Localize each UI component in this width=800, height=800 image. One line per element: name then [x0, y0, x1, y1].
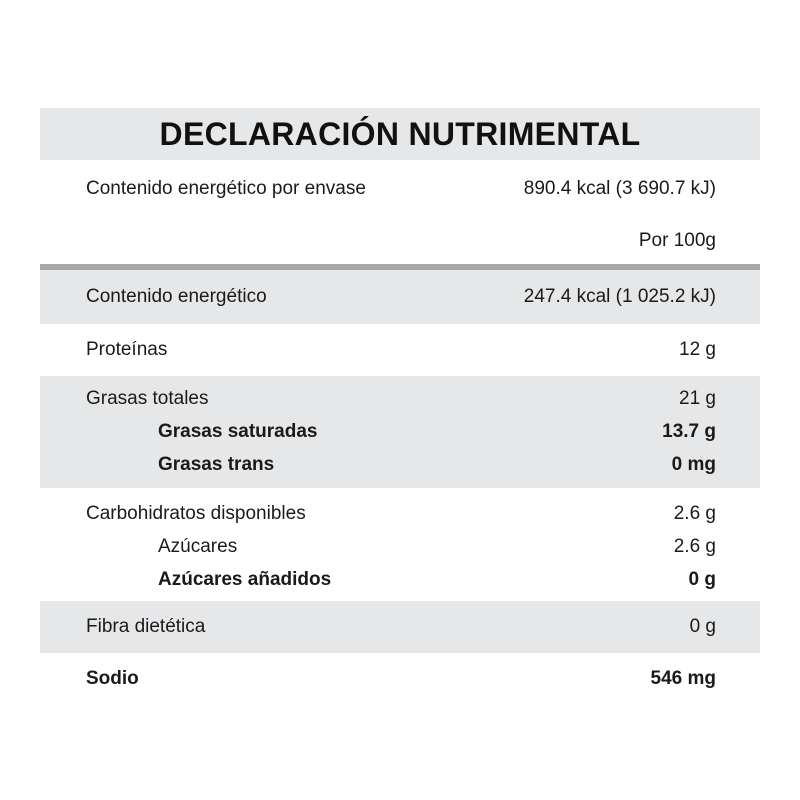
- added-sugars-label: Azúcares añadidos: [158, 568, 332, 590]
- fiber-value: 0 g: [689, 615, 716, 637]
- sodium-value: 546 mg: [650, 667, 716, 689]
- per-package-line: [86, 172, 716, 205]
- fat-total-value: 21 g: [679, 387, 716, 409]
- sodium-label: Sodio: [86, 667, 139, 689]
- fat-saturated-line: [86, 415, 716, 448]
- protein-value: 12 g: [679, 338, 716, 360]
- fat-total-label: Grasas totales: [86, 387, 209, 409]
- fiber-row: [40, 601, 760, 653]
- fiber-label: Fibra dietética: [86, 615, 206, 637]
- nutrition-facts-panel: [40, 108, 760, 707]
- added-sugars-value: 0 g: [688, 568, 716, 590]
- fats-group: [40, 376, 760, 488]
- sugars-value: 2.6 g: [673, 535, 716, 557]
- energy-label: Contenido energético: [86, 285, 267, 307]
- fat-trans-line: [86, 448, 716, 481]
- carbs-line: [86, 497, 716, 530]
- panel-title: DECLARACIÓN NUTRIMENTAL: [40, 108, 760, 160]
- fat-saturated-value: 13.7 g: [662, 420, 716, 442]
- per-package-value: 890.4 kcal (3 690.7 kJ): [523, 177, 716, 199]
- energy-row: [40, 270, 760, 324]
- per-100g-label: Por 100g: [638, 229, 716, 251]
- added-sugars-line: [86, 563, 716, 596]
- carbs-value: 2.6 g: [673, 502, 716, 524]
- carbs-label: Carbohidratos disponibles: [86, 502, 306, 524]
- sodium-row: [40, 653, 760, 707]
- protein-row: [40, 324, 760, 376]
- energy-value: 247.4 kcal (1 025.2 kJ): [523, 285, 716, 307]
- carbs-group: [40, 488, 760, 601]
- protein-label: Proteínas: [86, 338, 168, 360]
- fat-trans-label: Grasas trans: [158, 453, 275, 475]
- sugars-line: [86, 530, 716, 563]
- fat-total-line: [86, 382, 716, 415]
- sugars-label: Azúcares: [158, 535, 238, 557]
- per-package-label: Contenido energético por envase: [86, 177, 366, 199]
- fat-saturated-label: Grasas saturadas: [158, 420, 318, 442]
- per-100g-line: [86, 224, 716, 257]
- fat-trans-value: 0 mg: [671, 453, 716, 475]
- per-package-row: [40, 160, 760, 264]
